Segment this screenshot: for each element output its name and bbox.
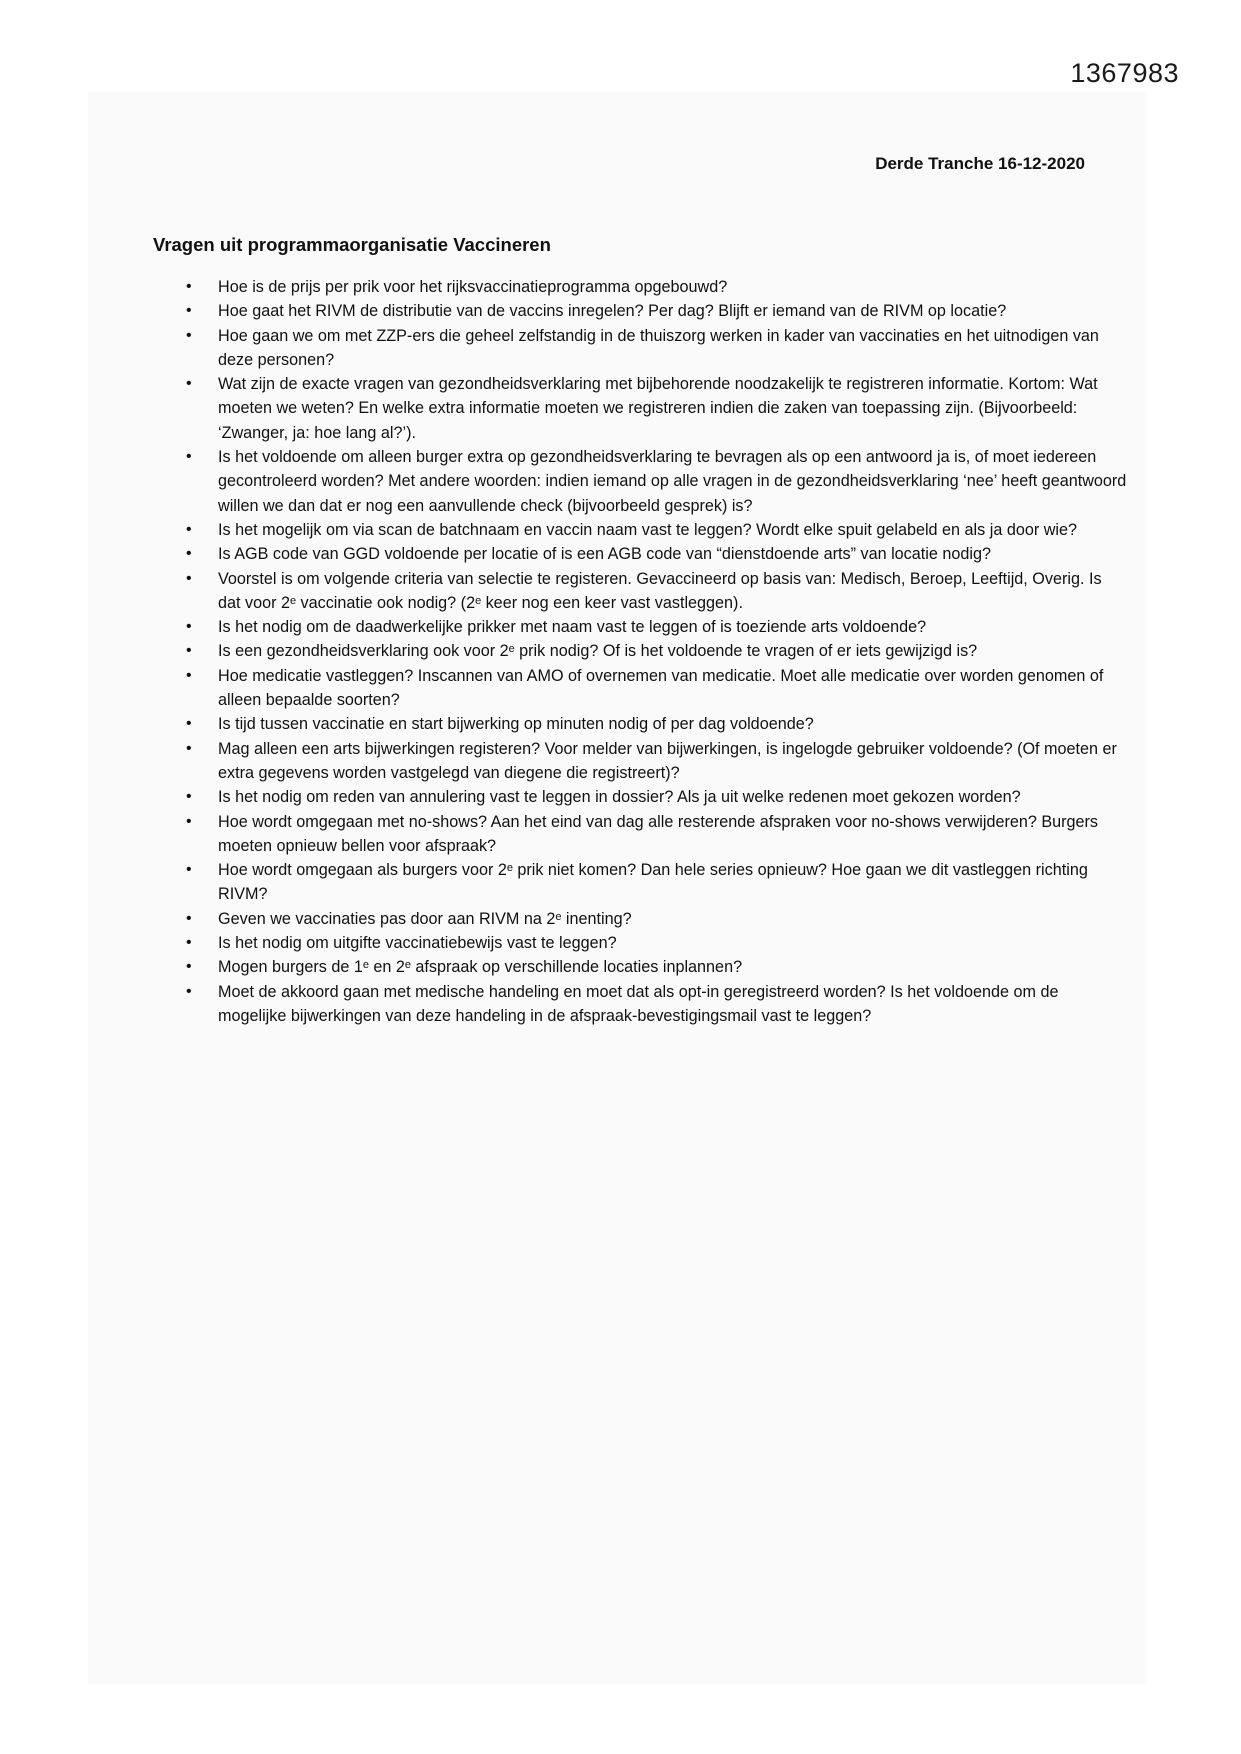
question-item: • Is het nodig om uitgifte vaccinatiebewijs vast te leggen? (218, 931, 1128, 955)
question-item: • Hoe medicatie vastleggen? Inscannen van AMO of overnemen van medicatie. Moet alle medicatie over worden genomen of alleen bepaalde soorten? (218, 664, 1128, 713)
question-item: • Hoe wordt omgegaan als burgers voor 2ᵉ prik niet komen? Dan hele series opnieuw? Hoe gaan we dit vastleggen richting RIVM? (218, 858, 1128, 907)
question-list (186, 275, 1128, 1028)
document-id-number: 1367983 (1070, 58, 1179, 88)
question-item: • Moet de akkoord gaan met medische handeling en moet dat als opt-in geregistreerd worden? Is het voldoende om de mogelijke bijwerkingen van deze handeling in de afspraak-bevestigingsmail vast te leggen? (218, 980, 1128, 1029)
question-item: • Voorstel is om volgende criteria van selectie te registeren. Gevaccineerd op basis van: Medisch, Beroep, Leeftijd, Overig. Is dat voor 2ᵉ vaccinatie ook nodig? (2ᵉ keer nog een keer vast vastleggen). (218, 567, 1128, 616)
question-item: • Is het mogelijk om via scan de batchnaam en vaccin naam vast te leggen? Wordt elke spuit gelabeld en als ja door wie? (218, 518, 1128, 542)
question-item: • Is het voldoende om alleen burger extra op gezondheidsverklaring te bevragen als op een antwoord ja is, of moet iedereen gecontroleerd worden? Met andere woorden: indien iemand op alle vragen in de gezondheidsverklaring ‘nee’ heeft geantwoord willen we dan dat er nog een aanvullende check (bijvoorbeeld gesprek) is? (218, 445, 1128, 518)
question-item: • Hoe wordt omgegaan met no-shows? Aan het eind van dag alle resterende afspraken voor no-shows verwijderen? Burgers moeten opnieuw bellen voor afspraak? (218, 810, 1128, 859)
question-item: • Mag alleen een arts bijwerkingen registeren? Voor melder van bijwerkingen, is ingelogde gebruiker voldoende? (Of moeten er extra gegevens worden vastgelegd van diegene die registreert)? (218, 737, 1128, 786)
question-item: • Wat zijn de exacte vragen van gezondheidsverklaring met bijbehorende noodzakelijk te registreren informatie. Kortom: Wat moeten we weten? En welke extra informatie moeten we registreren indien die zaken van toepassing zijn. (Bijvoorbeeld: ‘Zwanger, ja: hoe lang al?’). (218, 372, 1128, 445)
question-item: • Hoe gaat het RIVM de distributie van de vaccins inregelen? Per dag? Blijft er iemand van de RIVM op locatie? (218, 299, 1128, 323)
question-item: • Hoe gaan we om met ZZP-ers die geheel zelfstandig in de thuiszorg werken in kader van vaccinaties en het uitnodigen van deze personen? (218, 324, 1128, 373)
question-item: • Is het nodig om de daadwerkelijke prikker met naam vast te leggen of is toeziende arts voldoende? (218, 615, 1128, 639)
question-item: • Is het nodig om reden van annulering vast te leggen in dossier? Als ja uit welke redenen moet gekozen worden? (218, 785, 1128, 809)
tranche-date-label: Derde Tranche 16-12-2020 (875, 154, 1085, 173)
question-item: • Is AGB code van GGD voldoende per locatie of is een AGB code van “dienstdoende arts” van locatie nodig? (218, 542, 1128, 566)
question-item: • Is een gezondheidsverklaring ook voor 2ᵉ prik nodig? Of is het voldoende te vragen of er iets gewijzigd is? (218, 639, 1128, 663)
question-item: • Geven we vaccinaties pas door aan RIVM na 2ᵉ inenting? (218, 907, 1128, 931)
page-title: Vragen uit programmaorganisatie Vaccineren (153, 234, 551, 255)
question-item: • Is tijd tussen vaccinatie en start bijwerking op minuten nodig of per dag voldoende? (218, 712, 1128, 736)
question-item: • Mogen burgers de 1ᵉ en 2ᵉ afspraak op verschillende locaties inplannen? (218, 955, 1128, 979)
question-item: • Hoe is de prijs per prik voor het rijksvaccinatieprogramma opgebouwd? (218, 275, 1128, 299)
